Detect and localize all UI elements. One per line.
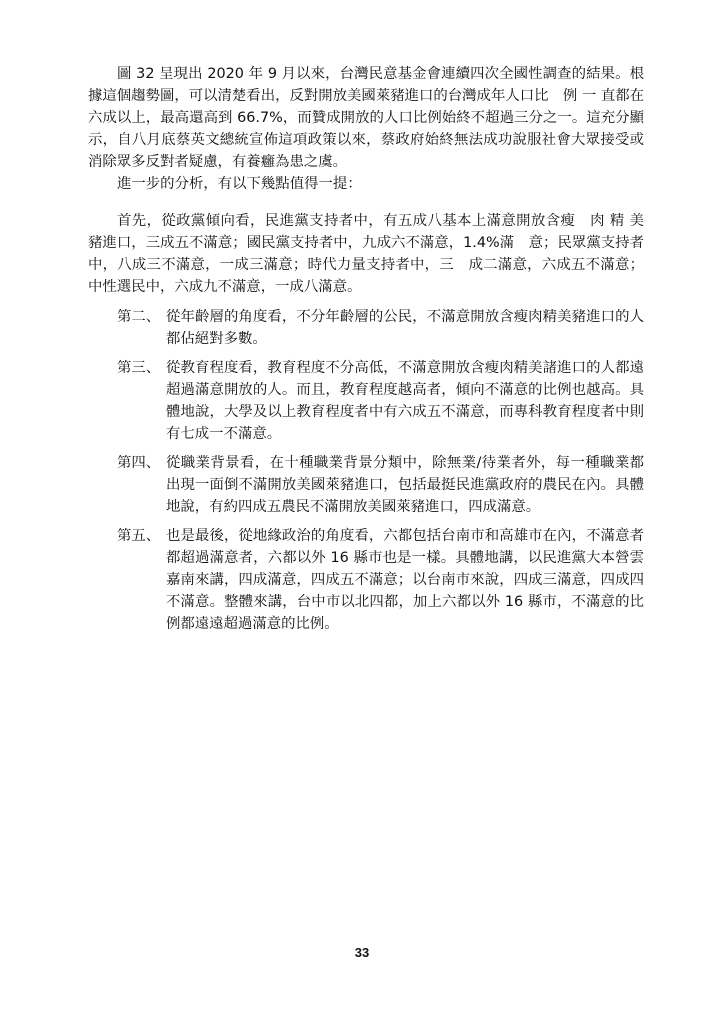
list-item-text: 從職業背景看，在十種職業背景分類中，除無業/待業者外，每一種職業都出現一面倒不滿開放美國萊豬進口，包括最挺民進黨政府的農民在內。具體地說，有約四成五農民不滿開放美國萊豬進口，四成滿意。 bbox=[166, 455, 644, 515]
list-item-marker: 第二、 bbox=[117, 309, 161, 325]
list-item-text: 從教育程度看，教育程度不分高低，不滿意開放含瘦肉精美諸進口的人都遠超過滿意開放的人。而且，教育程度越高者，傾向不滿意的比例也越高。具體地說，大學及以上教育程度者中有六成五不滿意，而專科教育程度者中則有七成一不滿意。 bbox=[166, 360, 644, 442]
paragraph-intro-survey-trend: 圖 32 呈現出 2020 年 9 月以來，台灣民意基金會連續四次全國性調查的結果。根據這個趨勢圖，可以清楚看出，反對開放美國萊豬進口的台灣成年人口比 例 一 直都在六成以上，最高還高到 66.7%，而贊成開放的人口比例始終不超過三分之一。這充分顯示，自八月底蔡英文總統宣佈這項政策以來，蔡政府始終無法成功說服社會大眾接受或消除眾多反對者疑慮，有養癰為患之虞。 bbox=[88, 66, 644, 170]
list-item-fifth-geography bbox=[117, 525, 644, 635]
list-item-text: 也是最後，從地緣政治的角度看，六都包括台南市和高雄市在內，不滿意者都超過滿意者，六都以外 16 縣市也是一樣。具體地講，以民進黨大本營雲嘉南來講，四成滿意，四成五不滿意；以台南市來說，四成三滿意，四成四不滿意。整體來講，台中市以北四都，加上六都以外 16 縣市，不滿意的比例都遠遠超過滿意的比例。 bbox=[166, 528, 644, 632]
list-item-marker: 第三、 bbox=[117, 360, 161, 376]
page-number: 33 bbox=[354, 945, 370, 960]
paragraph-analysis-lead: 進一步的分析，有以下幾點值得一提： bbox=[117, 176, 362, 192]
list-item-marker: 第五、 bbox=[117, 528, 161, 544]
list-item-third-education bbox=[117, 357, 644, 445]
list-item-text: 從年齡層的角度看，不分年齡層的公民，不滿意開放含瘦肉精美豬進口的人都佔絕對多數。 bbox=[166, 309, 644, 347]
list-item-fourth-occupation bbox=[117, 452, 644, 518]
list-item-second-age bbox=[117, 306, 644, 350]
paragraph-first-party-affiliation: 首先，從政黨傾向看，民進黨支持者中，有五成八基本上滿意開放含瘦 肉 精 美豬進口，三成五不滿意；國民黨支持者中，九成六不滿意，1.4%滿 意；民眾黨支持者中，八成三不滿意，一成三滿意；時代力量支持者中，三 成二滿意，六成五不滿意；中性選民中，六成九不滿意，一成八滿意。 bbox=[88, 213, 645, 295]
list-item-marker: 第四、 bbox=[117, 455, 161, 471]
